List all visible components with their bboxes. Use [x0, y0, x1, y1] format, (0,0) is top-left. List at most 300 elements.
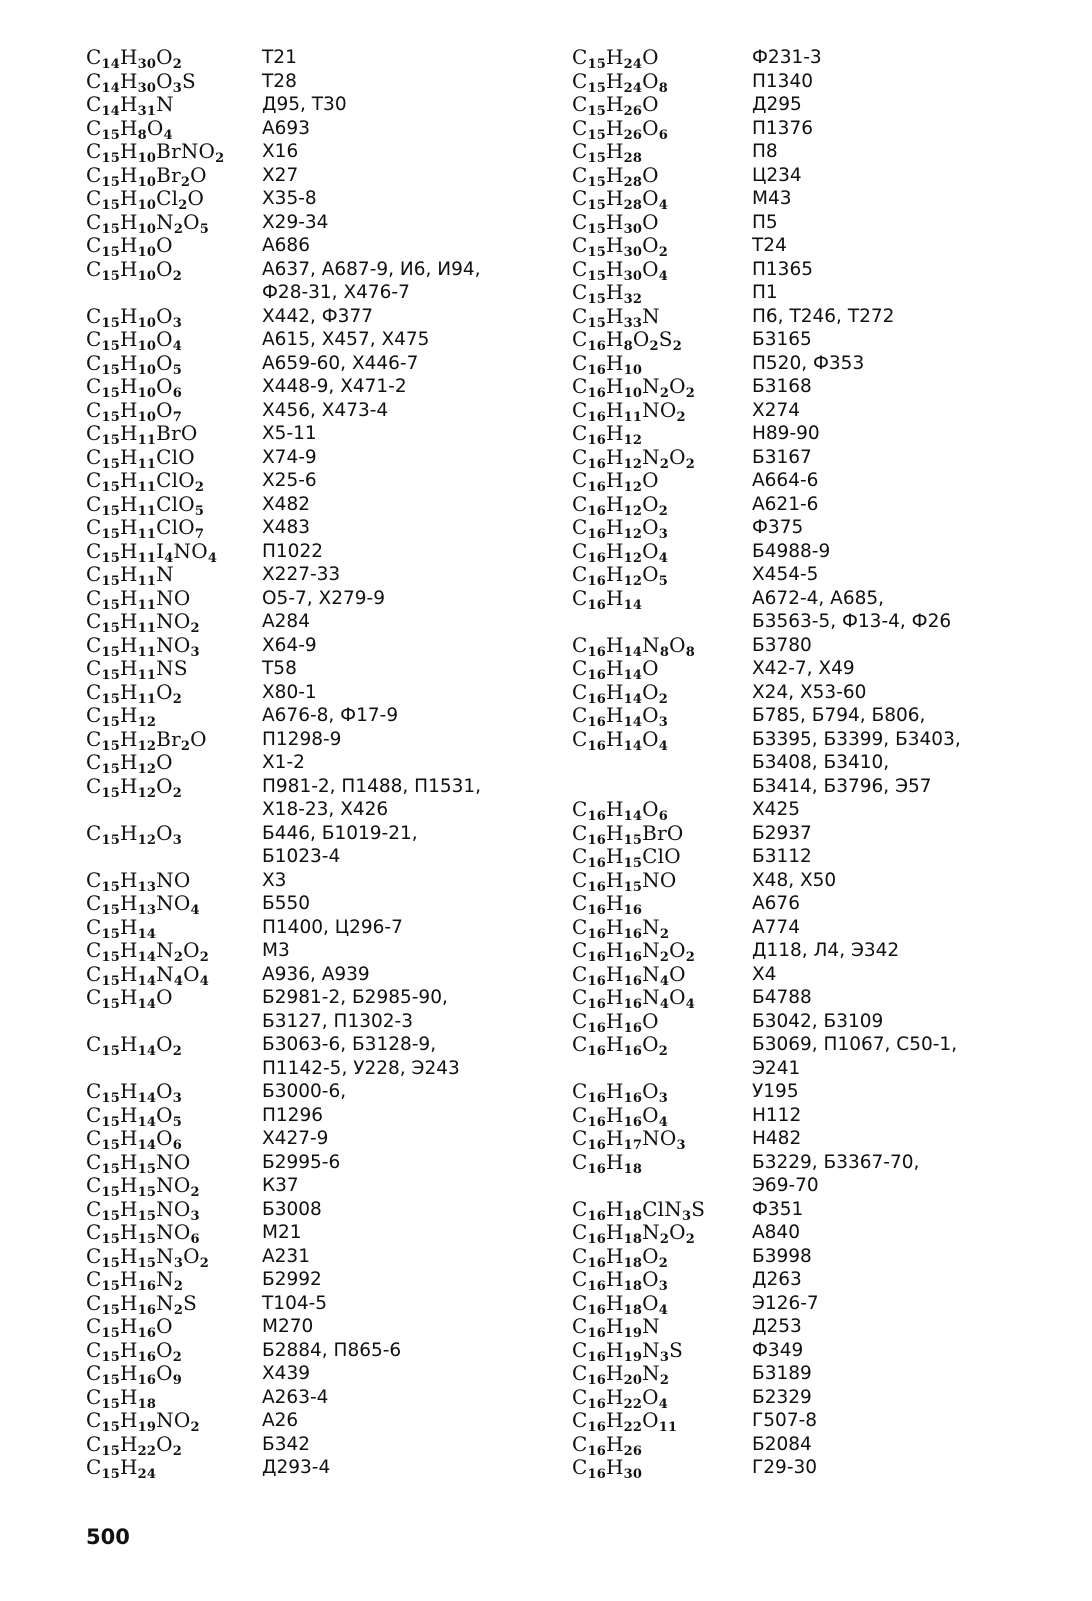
formula-subscript: 6 [172, 1138, 183, 1153]
formula-subscript: 15 [101, 1467, 121, 1482]
index-entry [86, 704, 556, 728]
formula-element: C [86, 397, 102, 422]
formula-subscript: 2 [172, 1443, 183, 1459]
formula-subscript: 15 [101, 879, 121, 895]
formula-element: C [572, 797, 588, 821]
formula-element: H [606, 679, 624, 704]
formula-subscript: 12 [623, 480, 643, 495]
formula-subscript: 15 [101, 597, 121, 613]
formula-element: C [572, 374, 588, 398]
chemical-formula [86, 328, 262, 352]
formula-element: N [156, 562, 174, 586]
chemical-formula [572, 1315, 752, 1339]
reference-line: Д95, Т30 [262, 94, 347, 115]
formula-element: H [606, 1126, 624, 1150]
formula-element: H [606, 1149, 624, 1174]
formula-subscript: 2 [685, 386, 695, 401]
formula-element: O [156, 985, 173, 1009]
formula-subscript: 16 [587, 1349, 607, 1365]
formula-element: O [642, 1384, 659, 1409]
formula-subscript: 16 [587, 1255, 607, 1271]
chemical-formula [572, 1221, 752, 1245]
formula-subscript: 18 [623, 1161, 643, 1177]
reference-list [262, 610, 310, 634]
chemical-formula [572, 986, 752, 1010]
formula-subscript: 5 [194, 503, 205, 519]
reference-list [752, 399, 800, 423]
formula-subscript: 2 [173, 1302, 184, 1318]
reference-list [752, 446, 812, 470]
formula-element: C [572, 1314, 588, 1338]
formula-element: BrO [642, 820, 684, 845]
formula-element: C [86, 985, 102, 1009]
formula-element: H [606, 538, 624, 563]
chemical-formula [86, 1362, 262, 1386]
formula-subscript: 3 [173, 1255, 184, 1271]
chemical-formula [572, 46, 752, 70]
reference-line: Б3998 [752, 1245, 812, 1267]
formula-element: C [572, 256, 588, 281]
reference-line: А637, А687-9, И6, И94, [262, 258, 481, 280]
index-entry [572, 1104, 1042, 1128]
index-entry [86, 1127, 556, 1151]
formula-subscript: 30 [623, 221, 643, 237]
reference-line: Х483 [262, 517, 310, 538]
formula-element: NO [642, 397, 677, 422]
index-entry [572, 1010, 1042, 1034]
formula-subscript: 14 [623, 644, 643, 660]
index-entry [86, 939, 556, 963]
formula-element: H [120, 1337, 138, 1362]
reference-list [752, 1386, 812, 1410]
formula-element: H [120, 1314, 138, 1338]
formula-element: H [606, 1455, 624, 1479]
formula-element: H [120, 1361, 138, 1385]
reference-list [262, 117, 310, 141]
formula-subscript: 15 [101, 527, 121, 542]
reference-line: П1142-5, У228, Э243 [262, 1057, 460, 1079]
reference-line: Х448-9, Х471-2 [262, 376, 407, 397]
reference-list [262, 516, 310, 540]
index-entry [572, 328, 1042, 352]
formula-subscript: 12 [623, 527, 643, 542]
formula-element: H [606, 1196, 624, 1221]
index-entry [86, 93, 556, 117]
formula-element: NO [156, 609, 191, 633]
reference-line: Х274 [752, 399, 800, 421]
formula-element: O [183, 1243, 200, 1268]
formula-subscript: 15 [101, 1420, 121, 1435]
reference-line: Х42-7, Х49 [752, 658, 855, 679]
formula-subscript: 4 [163, 127, 173, 143]
chemical-formula [86, 751, 262, 775]
reference-list [262, 328, 429, 352]
formula-element: H [606, 820, 624, 845]
formula-element: N [642, 303, 660, 328]
formula-element: H [606, 1102, 624, 1127]
reference-line: Х427-9 [262, 1128, 329, 1149]
reference-list [752, 140, 778, 164]
formula-subscript: 9 [172, 1373, 183, 1388]
formula-subscript: 2 [649, 339, 659, 354]
reference-list [262, 1386, 328, 1410]
formula-subscript: 15 [101, 1302, 121, 1318]
index-entry [572, 1456, 1042, 1480]
formula-element: H [606, 1032, 624, 1056]
chemical-formula [572, 1127, 752, 1151]
chemical-formula [86, 469, 262, 493]
formula-element: O [642, 1243, 659, 1268]
formula-element: C [86, 350, 102, 375]
reference-list [262, 775, 481, 822]
reference-line: Х25-6 [262, 470, 317, 491]
chemical-formula [86, 1174, 262, 1198]
chemical-formula [572, 328, 752, 352]
formula-element: C [572, 1149, 588, 1174]
formula-subscript: 4 [173, 973, 184, 989]
reference-list [752, 728, 961, 799]
index-entry [86, 1198, 556, 1222]
formula-element: C [86, 585, 102, 610]
formula-subscript: 10 [137, 198, 157, 213]
reference-line: П5 [752, 211, 778, 233]
formula-element: C [86, 656, 102, 680]
index-entry [572, 563, 1042, 587]
formula-subscript: 15 [587, 198, 607, 213]
formula-subscript: 30 [137, 57, 157, 72]
formula-element: C [86, 891, 102, 915]
formula-subscript: 15 [101, 715, 121, 730]
formula-subscript: 15 [587, 221, 607, 237]
index-entry [572, 939, 1042, 963]
formula-element: C [86, 1102, 102, 1127]
chemical-formula [572, 822, 752, 846]
formula-element: C [572, 844, 588, 868]
reference-list [262, 399, 388, 423]
formula-element: C [572, 1455, 588, 1479]
reference-list [262, 1198, 322, 1222]
reference-line: Т58 [262, 658, 297, 679]
formula-subscript: 11 [137, 433, 157, 448]
index-entry [572, 187, 1042, 211]
index-entry [572, 399, 1042, 423]
reference-list [752, 117, 813, 141]
formula-element: O [156, 397, 173, 422]
index-entry [572, 1315, 1042, 1339]
formula-subscript: 16 [587, 1114, 607, 1130]
reference-list [262, 1151, 340, 1175]
reference-line: Ф231-3 [752, 47, 822, 68]
reference-line: А672-4, А685, [752, 587, 885, 609]
chemical-formula [572, 1433, 752, 1457]
index-entry [572, 46, 1042, 70]
formula-element: N [156, 92, 174, 116]
chemical-formula [572, 845, 752, 869]
formula-element: O [642, 703, 659, 727]
formula-element: C [86, 538, 102, 563]
reference-list [262, 1339, 401, 1363]
reference-line: Б4988-9 [752, 540, 831, 562]
formula-element: C [86, 609, 102, 633]
formula-subscript: 14 [101, 80, 121, 96]
formula-element: H [120, 327, 138, 351]
formula-element: C [572, 350, 588, 375]
reference-list [262, 375, 407, 399]
page-number: 500 [86, 1525, 130, 1549]
formula-element: C [86, 961, 102, 986]
chemical-formula [572, 1080, 752, 1104]
reference-line: Б3780 [752, 634, 812, 656]
formula-element: H [606, 985, 624, 1009]
formula-subscript: 3 [658, 527, 669, 542]
formula-element: H [606, 1431, 624, 1456]
formula-element: H [120, 139, 138, 163]
formula-element: O [156, 327, 173, 351]
chemical-formula [86, 610, 262, 634]
chemical-formula [86, 822, 262, 846]
reference-list [262, 963, 370, 987]
chemical-formula [86, 399, 262, 423]
formula-element: O [187, 186, 205, 210]
formula-subscript: 15 [101, 339, 121, 354]
formula-element: C [572, 397, 588, 422]
index-entry [86, 540, 556, 564]
formula-subscript: 15 [101, 926, 121, 942]
formula-element: O [642, 1102, 659, 1127]
reference-line: Х1-2 [262, 752, 305, 773]
formula-element: H [606, 1314, 624, 1338]
formula-subscript: 11 [137, 503, 157, 519]
reference-list [752, 1010, 883, 1034]
formula-subscript: 15 [587, 292, 607, 307]
reference-line: Ф349 [752, 1339, 804, 1361]
reference-list [752, 1080, 799, 1104]
formula-element: C [572, 891, 588, 915]
formula-subscript: 12 [137, 785, 157, 801]
formula-subscript: 2 [190, 1185, 200, 1200]
formula-element: H [120, 45, 138, 69]
formula-subscript: 15 [101, 433, 121, 448]
formula-subscript: 16 [587, 668, 607, 683]
formula-subscript: 14 [623, 691, 643, 707]
reference-list [262, 1315, 313, 1339]
chemical-formula [86, 775, 262, 799]
formula-subscript: 16 [587, 950, 607, 965]
formula-element: Cl [156, 186, 179, 210]
formula-subscript: 15 [101, 268, 121, 284]
formula-element: H [606, 891, 624, 915]
formula-subscript: 18 [623, 1302, 643, 1318]
reference-line: Б3189 [752, 1363, 812, 1384]
formula-element: H [606, 139, 624, 163]
formula-element: C [572, 914, 588, 939]
formula-subscript: 16 [587, 644, 607, 660]
formula-element: C [86, 491, 102, 516]
formula-element: C [86, 68, 102, 93]
index-entry [572, 822, 1042, 846]
index-entry [86, 1362, 556, 1386]
formula-element: C [572, 1267, 588, 1291]
formula-subscript: 11 [137, 644, 157, 660]
formula-subscript: 11 [137, 527, 157, 542]
reference-line: Б3069, П1067, С50-1, [752, 1034, 958, 1055]
index-entry [572, 469, 1042, 493]
formula-subscript: 2 [685, 456, 695, 472]
formula-element: C [86, 1408, 102, 1432]
reference-list [262, 681, 317, 705]
index-entry [572, 258, 1042, 282]
reference-line: Б1023-4 [262, 846, 341, 867]
formula-subscript: 4 [658, 1302, 669, 1318]
reference-list [262, 540, 323, 564]
formula-element: C [572, 186, 588, 210]
index-entry [86, 46, 556, 70]
reference-line: Э241 [752, 1057, 801, 1079]
formula-subscript: 11 [137, 597, 157, 613]
formula-subscript: 16 [587, 1373, 607, 1388]
reference-line: П1376 [752, 117, 813, 139]
formula-element: C [572, 327, 588, 351]
index-entry [86, 469, 556, 493]
reference-line: А693 [262, 117, 310, 139]
reference-list [262, 587, 385, 611]
formula-element: C [572, 468, 588, 492]
formula-subscript: 15 [101, 503, 121, 519]
formula-subscript: 28 [623, 198, 643, 213]
formula-subscript: 3 [190, 1208, 200, 1224]
index-entry [86, 892, 556, 916]
formula-element: H [606, 1337, 624, 1362]
reference-list [262, 1362, 310, 1386]
reference-list [262, 469, 317, 493]
reference-list [752, 845, 812, 869]
reference-line: М3 [262, 940, 290, 961]
formula-subscript: 28 [623, 174, 643, 190]
formula-element: C [572, 1008, 588, 1033]
formula-element: H [606, 209, 624, 234]
reference-list [262, 657, 297, 681]
chemical-formula [86, 869, 262, 893]
reference-line: Д253 [752, 1316, 802, 1337]
index-entry [86, 751, 556, 775]
formula-element: N [156, 1267, 174, 1291]
formula-subscript: 16 [587, 1232, 607, 1247]
formula-subscript: 2 [173, 950, 184, 965]
formula-subscript: 4 [658, 268, 669, 284]
formula-element: H [120, 867, 138, 892]
reference-list [752, 1033, 957, 1080]
formula-subscript: 15 [101, 198, 121, 213]
formula-element: H [606, 327, 624, 351]
reference-line: Б550 [262, 893, 311, 914]
formula-subscript: 19 [623, 1326, 643, 1341]
formula-element: C [86, 562, 102, 586]
formula-subscript: 12 [137, 762, 157, 777]
reference-line: П1022 [262, 540, 323, 562]
formula-subscript: 2 [172, 691, 183, 707]
index-entry [86, 986, 556, 1033]
formula-element: H [120, 350, 138, 375]
formula-subscript: 15 [101, 1185, 121, 1200]
chemical-formula [86, 1292, 262, 1316]
formula-subscript: 6 [190, 1232, 200, 1247]
index-column-right [572, 46, 1042, 1480]
formula-element: N [642, 632, 660, 657]
formula-element: O [146, 115, 164, 140]
index-entry [86, 493, 556, 517]
formula-element: O [642, 1032, 659, 1056]
reference-line: Х18-23, Х426 [262, 799, 389, 820]
formula-subscript: 14 [137, 926, 157, 942]
formula-element: C [572, 1243, 588, 1268]
formula-subscript: 8 [137, 127, 147, 143]
chemical-formula [86, 305, 262, 329]
reference-line: Б3408, Б3410, [752, 752, 890, 773]
formula-element: O [642, 1008, 659, 1033]
formula-element: NO [642, 867, 677, 892]
chemical-formula [572, 704, 752, 728]
formula-element: C [86, 773, 102, 798]
chemical-formula [86, 728, 262, 752]
reference-line: Т21 [262, 47, 297, 68]
index-entry [86, 1268, 556, 1292]
chemical-formula [86, 1033, 262, 1057]
chemical-formula [86, 1221, 262, 1245]
reference-line: П1296 [262, 1104, 323, 1126]
formula-element: O [669, 961, 686, 986]
formula-element: O [642, 726, 659, 751]
formula-element: H [606, 68, 624, 93]
formula-element: NO [156, 1408, 191, 1432]
formula-element: C [86, 938, 102, 962]
formula-subscript: 15 [101, 950, 121, 965]
formula-element: N [642, 374, 660, 398]
formula-subscript: 2 [658, 1255, 669, 1271]
formula-element: O [156, 820, 173, 845]
chemical-formula [572, 70, 752, 94]
chemical-formula [572, 422, 752, 446]
reference-list [262, 446, 317, 470]
reference-list [752, 1151, 919, 1198]
formula-subscript: 15 [101, 762, 121, 777]
chemical-formula [86, 164, 262, 188]
formula-element: H [120, 209, 138, 234]
formula-element: H [606, 1008, 624, 1033]
formula-subscript: 15 [101, 1326, 121, 1341]
formula-subscript: 19 [137, 1420, 157, 1435]
formula-element: H [606, 397, 624, 422]
index-entry [86, 681, 556, 705]
formula-element: NO [642, 1126, 677, 1150]
reference-line: Д295 [752, 94, 802, 115]
chemical-formula [572, 1104, 752, 1128]
formula-element: H [606, 374, 624, 398]
formula-subscript: 8 [623, 339, 633, 354]
formula-subscript: 8 [685, 644, 695, 660]
formula-element: O [642, 115, 659, 140]
reference-list [262, 892, 310, 916]
formula-element: C [572, 233, 588, 257]
reference-line: Х425 [752, 799, 800, 820]
chemical-formula [572, 493, 752, 517]
reference-list [262, 258, 481, 305]
chemical-formula [86, 1104, 262, 1128]
chemical-formula [572, 1456, 752, 1480]
formula-subscript: 15 [101, 245, 121, 260]
formula-subscript: 15 [101, 409, 121, 425]
formula-subscript: 26 [623, 127, 643, 143]
chemical-formula [572, 1198, 752, 1222]
